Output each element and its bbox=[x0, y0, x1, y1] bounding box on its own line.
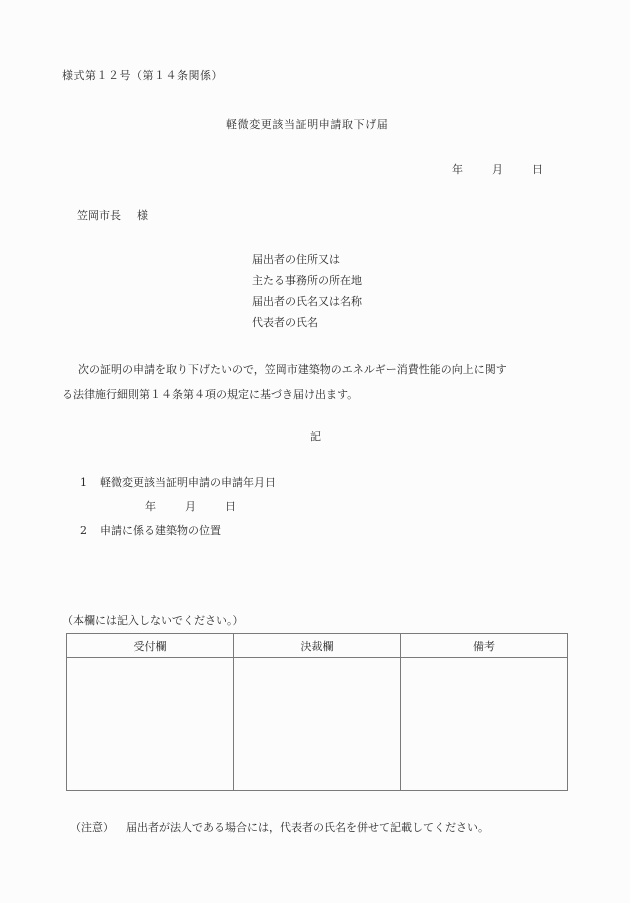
month-label: 月 bbox=[492, 163, 503, 176]
form-number: 様式第１２号（第１４条関係） bbox=[62, 69, 223, 82]
caution-text: 届出者が法人である場合には，代表者の氏名を併せて記載してください。 bbox=[126, 821, 489, 834]
document-title: 軽微変更該当証明申請取下げ届 bbox=[226, 118, 389, 131]
addressee-honorific: 様 bbox=[137, 209, 148, 222]
item-building-location bbox=[80, 524, 221, 538]
year-label: 年 bbox=[145, 500, 156, 513]
body-text bbox=[62, 357, 582, 407]
ki-heading: 記 bbox=[310, 430, 321, 443]
item-application-date-value bbox=[145, 500, 265, 514]
item-number: 1 bbox=[80, 476, 87, 489]
representative-name-label: 代表者の氏名 bbox=[252, 316, 318, 329]
caution-note bbox=[70, 821, 489, 835]
reception-cell bbox=[67, 658, 234, 791]
caution-label: （注意） bbox=[70, 821, 114, 834]
day-label: 日 bbox=[225, 500, 236, 513]
body-line-1: 次の証明の申請を取り下げたいので，笠岡市建築物のエネルギー消費性能の向上に関す bbox=[78, 363, 507, 376]
header-reception: 受付欄 bbox=[67, 634, 234, 658]
item-label: 軽微変更該当証明申請の申請年月日 bbox=[100, 476, 276, 489]
applicant-name-label: 届出者の氏名又は名称 bbox=[252, 295, 362, 308]
addressee-name: 笠岡市長 bbox=[77, 209, 121, 222]
month-label: 月 bbox=[185, 500, 196, 513]
addressee bbox=[77, 209, 148, 223]
reception-table bbox=[66, 633, 568, 791]
item-application-date bbox=[80, 476, 276, 490]
body-line-2: る法律施行細則第１４条第４項の規定に基づき届け出ます。 bbox=[62, 388, 359, 401]
item-label: 申請に係る建築物の位置 bbox=[100, 524, 221, 537]
office-use-note: （本欄には記入しないでください。） bbox=[62, 614, 244, 627]
submission-date-line bbox=[452, 163, 543, 177]
header-remarks: 備考 bbox=[401, 634, 568, 658]
approval-cell bbox=[234, 658, 401, 791]
remarks-cell bbox=[401, 658, 568, 791]
applicant-fields bbox=[252, 253, 362, 337]
item-number: 2 bbox=[80, 524, 87, 537]
day-label: 日 bbox=[532, 163, 543, 176]
office-location-label: 主たる事務所の所在地 bbox=[252, 274, 362, 287]
year-label: 年 bbox=[452, 163, 463, 176]
header-approval: 決裁欄 bbox=[234, 634, 401, 658]
applicant-address-label: 届出者の住所又は bbox=[252, 253, 340, 266]
